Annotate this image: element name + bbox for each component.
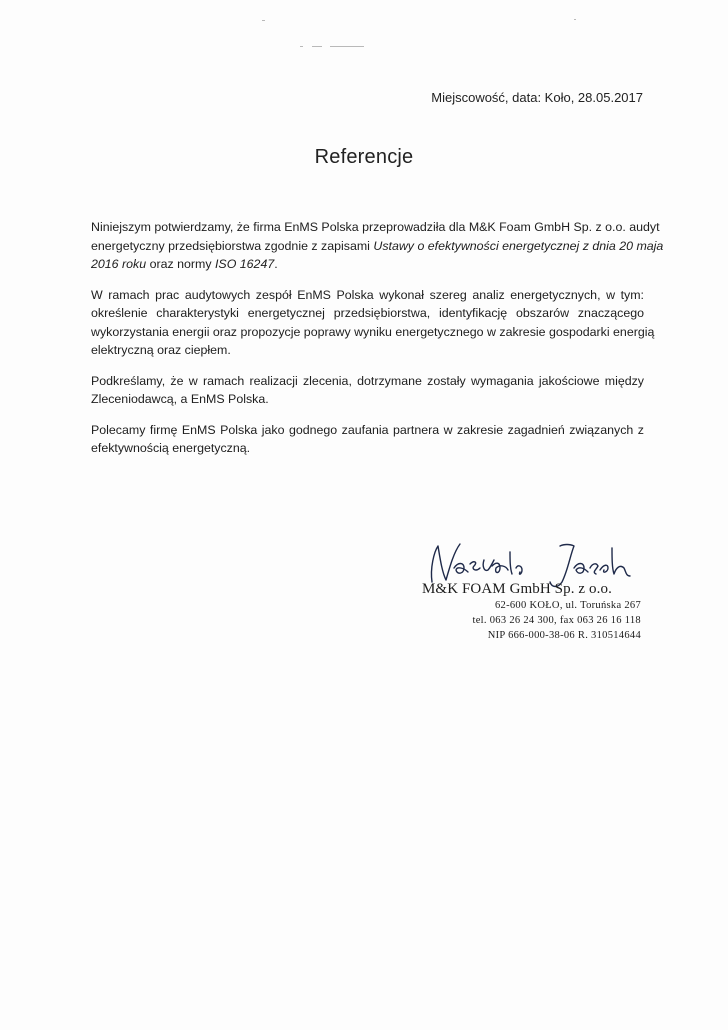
paragraph-quality — [91, 372, 644, 409]
stamp-address: 62-600 KOŁO, ul. Toruńska 267 — [494, 600, 641, 611]
paragraph-line: określenie charakterystyki energetycznej przedsiębiorstwa, identyfikację obszarów znaczącego — [91, 306, 644, 320]
act-year-italic: 2016 roku — [91, 257, 147, 271]
text-run: . — [274, 257, 278, 271]
paragraph-line — [91, 255, 644, 274]
paragraph-line: wykorzystania energii oraz propozycje poprawy wyniku energetycznego w zakresie gospodarki energią — [91, 324, 655, 339]
document-title: Referencje — [314, 146, 414, 168]
company-stamp — [422, 580, 644, 643]
paragraph-line: Podkreślamy, że w ramach realizacji zlecenia, dotrzymane zostały wymagania jakościowe między — [91, 373, 644, 388]
paragraph-line: W ramach prac audytowych zespół EnMS Polska wykonał szereg analiz energetycznych, w tym: — [91, 287, 644, 302]
paragraph-line: Niniejszym potwierdzamy, że firma EnMS Polska przeprowadziła dla M&K Foam GmbH Sp. z o.o. audyt — [91, 220, 660, 234]
paragraph-recommendation — [91, 421, 644, 458]
act-title-italic: Ustawy o efektywności energetycznej z dnia 20 maja — [373, 238, 664, 253]
stamp-tax-ids: NIP 666-000-38-06 R. 310514644 — [487, 630, 641, 641]
scan-artifact — [330, 46, 364, 47]
place-and-date: Miejscowość, data: Koło, 28.05.2017 — [431, 90, 643, 105]
paragraph-audit-scope — [91, 286, 655, 360]
scan-artifact — [262, 20, 265, 21]
paragraph-line: efektywnością energetyczną. — [91, 441, 251, 455]
stamp-phone-fax: tel. 063 26 24 300, fax 063 26 16 118 — [472, 615, 641, 626]
scan-artifact — [574, 19, 576, 20]
iso-standard-italic: ISO 16247 — [214, 257, 275, 271]
scan-artifact — [312, 46, 322, 47]
paragraph-line: Polecamy firmę EnMS Polska jako godnego zaufania partnera w zakresie zagadnień związanych z — [91, 422, 644, 437]
paragraph-line: elektryczną oraz ciepłem. — [91, 343, 231, 357]
stamp-company-name: M&K FOAM GmbH Sp. z o.o. — [422, 581, 612, 597]
paragraph-audit-confirmation — [91, 218, 664, 274]
letter-body — [91, 218, 664, 470]
scan-artifact — [300, 46, 303, 47]
text-run: oraz normy — [146, 257, 215, 271]
paragraph-line — [91, 237, 664, 256]
text-run: energetyczny przedsiębiorstwa zgodnie z zapisami — [91, 238, 374, 253]
paragraph-line: Zleceniodawcą, a EnMS Polska. — [91, 392, 269, 406]
